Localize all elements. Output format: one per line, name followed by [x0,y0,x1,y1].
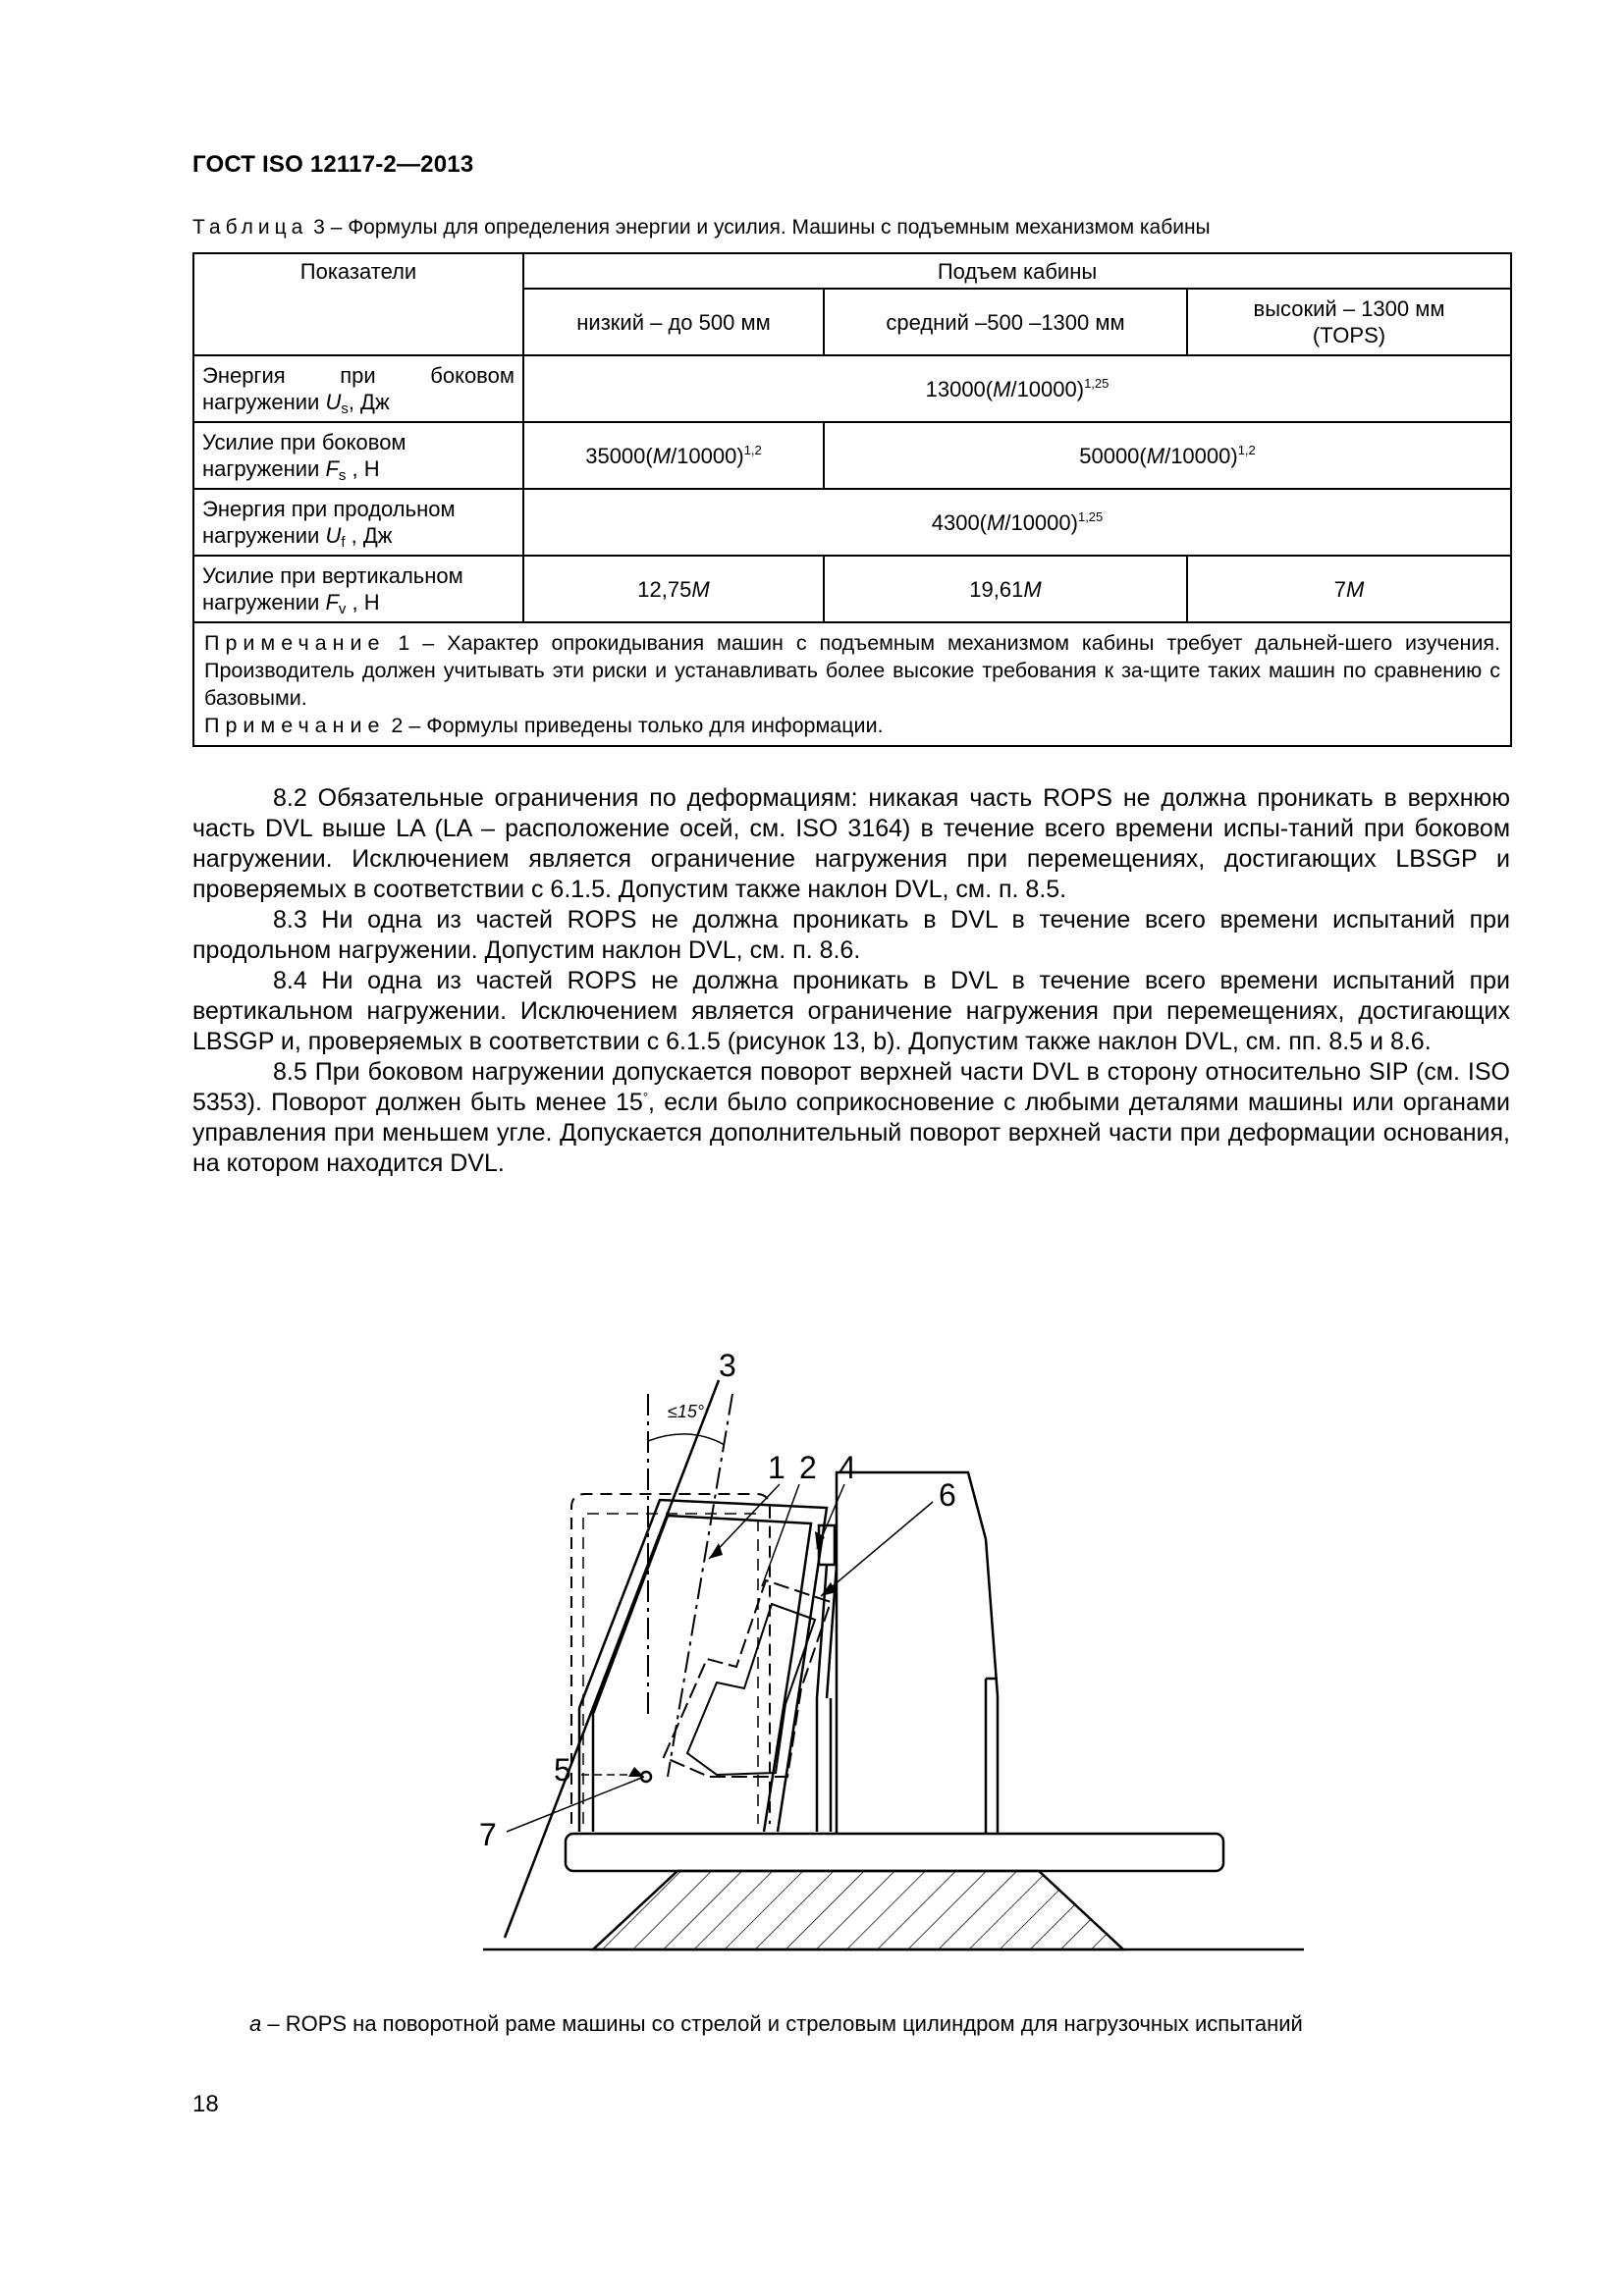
note2-word: Примечание [204,714,386,737]
body-text [192,783,1510,1179]
callout-4: 4 [839,1450,856,1485]
value-force-vert-mid: 19,61M [824,556,1187,622]
cab-box [837,1472,998,1834]
table-notes [193,622,1511,746]
value-energy-long: $4300(M/10000)^{1,25}$ [523,489,1511,556]
rops-figure [471,1286,1316,1993]
callout-3: 3 [719,1348,736,1383]
note1-word: Примечание [204,631,386,655]
head-high: высокий – 1300 мм (TOPS) [1187,289,1511,355]
base-frame [566,1834,1223,1871]
value-force-side-rest: $50000(M/10000)^{1,2}$ [824,422,1511,489]
formula-table [192,252,1512,747]
angle-arc [648,1434,725,1445]
document-header: ГОСТ ISO 12117-2—2013 [192,151,474,178]
callout-2: 2 [799,1450,817,1485]
value-force-vert-low: 12,75M [523,556,824,622]
row-label-energy-long: Энергия при продольном нагружении $U_f$ , Дж [193,489,523,556]
paragraph-8-3: 8.3 Ни одна из частей ROPS не должна проникать в DVL в течение всего времени испытаний при продольном нагружении. Допустим наклон DVL, см. п. 8.6. [192,906,1510,964]
page-number: 18 [192,2091,219,2117]
row-label-force-vert: Усилие при вертикальном нагружении $F_v$ , Н [193,556,523,622]
value-force-vert-high: 7M [1187,556,1511,622]
table-caption [192,216,1211,240]
head-parameters: Показатели [193,253,523,355]
value-force-side-low: $35000(M/10000)^{1,2}$ [523,422,824,489]
head-cab-lift: Подъем кабины [523,253,1511,289]
paragraph-8-4: 8.4 Ни одна из частей ROPS не должна проникать в DVL в течение всего времени испытаний при вертикальном нагружении. Исключением является ограничение нагружения при перемещениях, достигающих LBSGP и, проверяемых в соответствии с 6.1.5 (рисунок 13, b). Допустим также наклон DVL, см. пп. 8.5 и 8.6. [192,967,1510,1055]
head-mid: средний –500 –1300 мм [824,289,1187,355]
callout-1: 1 [768,1450,785,1485]
table-caption-text: 3 – Формулы для определения энергии и усилия. Машины с подъемным механизмом кабины [307,216,1211,239]
callout-5: 5 [554,1752,571,1788]
callout-7: 7 [479,1817,497,1852]
angle-label: ≤15° [668,1402,705,1421]
tilted-axis [668,1394,732,1777]
note1-text: 1 – Характер опрокидывания машин с подъемным механизмом кабины требует дальней-шего изучения. Производитель должен учитывать эти риски и устанавливать более высокие требования к за-щите таких машин по сравнению с базовыми. [204,631,1501,710]
head-low: низкий – до 500 мм [523,289,824,355]
value-energy-side: $13000(M/10000)^{1,25}$ [523,355,1511,422]
paragraph-8-5: 8.5 При боковом нагружении допускается поворот верхней части DVL в сторону относительно SIP (см. ISO 5353). Поворот должен быть менее 15°, если было соприкосновение с любыми деталями машины или органами управления при меньшем угле. Допускается дополнительный поворот верхней части при деформации основания, на котором находится DVL. [192,1058,1511,1177]
figure-caption: a – ROPS на поворотной раме машины со стрелой и стреловым цилиндром для нагрузочных испытаний [249,2011,1303,2036]
pedestal [593,1871,1123,1949]
row-label-force-side: Усилие при боковом нагружении $F_s$ , Н [193,422,523,489]
paragraph-8-2: 8.2 Обязательные ограничения по деформациям: никакая часть ROPS не должна проникать в верхнюю часть DVL выше LA (LA – расположение осей, см. ISO 3164) в течение всего времени испы-таний при боковом нагружении. Исключением является ограничение нагружения при перемещениях, достигающих LBSGP и проверяемых в соответствии с 6.1.5. Допустим также наклон DVL, см. п. 8.5. [192,784,1510,903]
table-caption-word: Таблица [192,216,308,239]
row-label-energy-side: Энергия при боковом нагружении $U_s$, Дж [193,355,523,422]
callout-6: 6 [939,1477,956,1513]
note2-text: 2 – Формулы приведены только для информации. [385,714,884,737]
